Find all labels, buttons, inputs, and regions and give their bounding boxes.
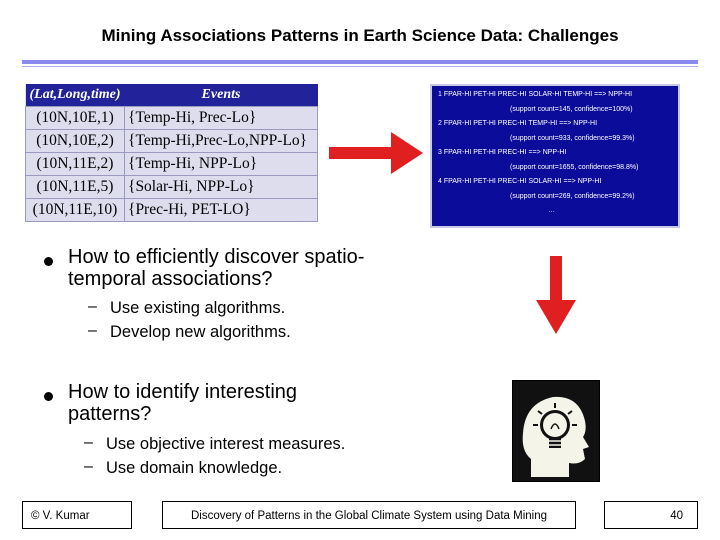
header-events: Events xyxy=(125,84,318,107)
table-row xyxy=(26,199,318,222)
association-rules-panel xyxy=(430,84,680,228)
slide-title: Mining Associations Patterns in Earth Science Data: Challenges xyxy=(101,26,619,45)
title-underline-thin xyxy=(22,66,698,67)
table-row xyxy=(26,176,318,199)
rule-text: 3 FPAR-HI PET-HI PREC-HI ==> NPP-HI xyxy=(438,149,567,156)
cell-events: {Solar-Hi, NPP-Lo} xyxy=(125,176,318,199)
cell-location: (10N,10E,1) xyxy=(26,107,125,130)
footer-page-number: 40 xyxy=(604,501,698,529)
sub-bullet-text: Use domain knowledge. xyxy=(106,459,283,477)
footer-course-title: Discovery of Patterns in the Global Climate System using Data Mining xyxy=(162,501,576,529)
sub-dash: – xyxy=(88,298,97,315)
cell-events: {Temp-Hi, NPP-Lo} xyxy=(125,153,318,176)
arrow-down-icon xyxy=(536,256,576,334)
rule-text: 4 FPAR-HI PET-HI PREC-HI SOLAR-HI ==> NPP-HI xyxy=(438,178,602,185)
table-header-row xyxy=(26,84,318,107)
cell-location: (10N,11E,5) xyxy=(26,176,125,199)
table-row xyxy=(26,130,318,153)
bullet-text: How to efficiently discover spatio-temporal associations? xyxy=(68,246,365,290)
sub-dash: – xyxy=(84,434,93,451)
lightbulb-head-image xyxy=(512,380,600,482)
rule-text: 2 FPAR-HI PET-HI PREC-HI TEMP-HI ==> NPP-HI xyxy=(438,120,598,127)
title-underline xyxy=(22,60,698,64)
sub-dash: – xyxy=(88,322,97,339)
footer-author: © V. Kumar xyxy=(22,501,132,529)
rule-support: (support count=269, confidence=99.2%) xyxy=(510,192,635,200)
cell-events: {Prec-Hi, PET-LO} xyxy=(125,199,318,222)
events-table xyxy=(25,84,318,222)
bullet-dot xyxy=(44,257,53,266)
sub-bullet-text: Use existing algorithms. xyxy=(110,299,286,317)
rule-support: (support count=145, confidence=100%) xyxy=(510,105,633,113)
table-row xyxy=(26,153,318,176)
bullet-dot xyxy=(44,392,53,401)
sub-dash: – xyxy=(84,458,93,475)
rules-ellipsis: … xyxy=(548,207,555,214)
lightbulb-head-icon xyxy=(513,381,599,481)
cell-location: (10N,10E,2) xyxy=(26,130,125,153)
cell-location: (10N,11E,2) xyxy=(26,153,125,176)
cell-events: {Temp-Hi,Prec-Lo,NPP-Lo} xyxy=(125,130,318,153)
sub-bullet-text: Use objective interest measures. xyxy=(106,435,346,453)
sub-bullet-text: Develop new algorithms. xyxy=(110,323,291,341)
rule-text: 1 FPAR-HI PET-HI PREC-HI SOLAR-HI TEMP-HI ==> NPP-HI xyxy=(438,91,633,98)
bullet-text: How to identify interesting patterns? xyxy=(68,381,298,425)
rule-support: (support count=933, confidence=99.3%) xyxy=(510,134,635,142)
cell-location: (10N,11E,10) xyxy=(26,199,125,222)
arrow-right-icon xyxy=(329,128,423,178)
rule-support: (support count=1655, confidence=98.8%) xyxy=(510,163,639,171)
table-row xyxy=(26,107,318,130)
cell-events: {Temp-Hi, Prec-Lo} xyxy=(125,107,318,130)
header-location: (Lat,Long,time) xyxy=(26,84,125,107)
